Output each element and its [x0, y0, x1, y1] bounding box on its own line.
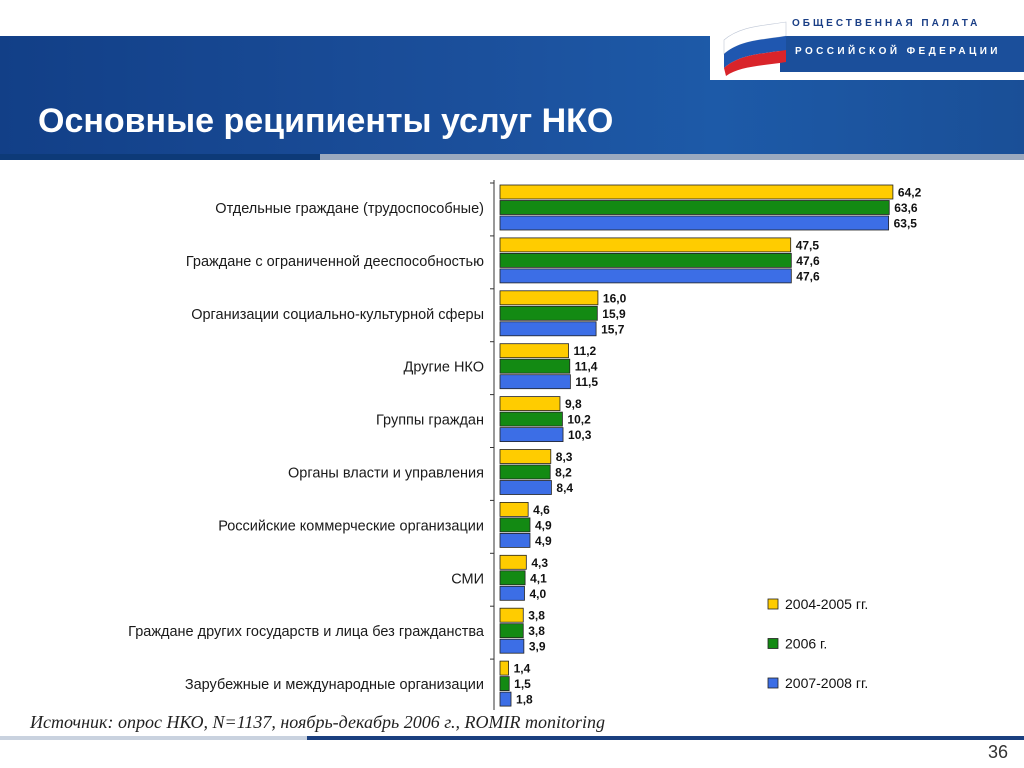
bar: [500, 344, 569, 358]
footer-line: [0, 736, 1024, 740]
category-label: Зарубежные и международные организации: [184, 677, 484, 694]
data-label: 47,6: [796, 269, 820, 284]
bar: [500, 571, 525, 585]
data-label: 15,9: [602, 306, 626, 321]
data-label: 10,3: [568, 428, 592, 443]
data-label: 4,0: [529, 586, 547, 601]
bar: [500, 428, 563, 442]
bar: [500, 306, 597, 320]
bar: [500, 481, 551, 495]
category-label: Органы власти и управления: [288, 465, 484, 482]
data-label: 63,5: [893, 216, 917, 231]
flag-logo-icon: [718, 18, 790, 76]
bar: [500, 661, 509, 675]
legend-swatch: [768, 599, 778, 609]
category-label: Группы граждан: [376, 412, 484, 429]
bar: [500, 397, 560, 411]
legend-label: 2004-2005 гг.: [785, 596, 869, 612]
bar: [500, 502, 528, 516]
category-label: Российские коммерческие организации: [218, 518, 484, 535]
data-label: 3,8: [528, 624, 545, 639]
data-label: 11,5: [575, 375, 599, 390]
data-label: 47,6: [796, 253, 820, 268]
data-label: 3,8: [528, 608, 545, 623]
bar: [500, 586, 524, 600]
data-label: 1,5: [514, 677, 531, 692]
bar: [500, 692, 511, 706]
header: [0, 0, 1024, 160]
data-label: 1,8: [516, 692, 533, 707]
category-label: Граждане с ограниченной дееспособностью: [185, 253, 484, 270]
data-label: 8,2: [555, 465, 572, 480]
page-number: 36: [988, 742, 1009, 762]
category-label: Организации социально-культурной сферы: [191, 306, 484, 323]
data-label: 10,2: [567, 412, 591, 427]
data-label: 63,6: [894, 201, 918, 215]
data-label: 4,6: [533, 502, 550, 517]
bar: [500, 322, 596, 336]
data-label: 4,9: [534, 533, 552, 548]
legend-label: 2006 г.: [785, 635, 828, 652]
data-label: 4,3: [531, 555, 549, 570]
bar: [500, 465, 550, 479]
category-label: Отдельные граждане (трудоспособные): [215, 201, 484, 217]
data-label: 1,4: [513, 661, 531, 676]
source-note: Источник: опрос НКО, N=1137, ноябрь-декабрь 2006 г., ROMIR monitoring: [30, 712, 605, 732]
bar: [500, 677, 509, 691]
org-name-line2: РОССИЙСКОЙ ФЕДЕРАЦИИ: [795, 46, 1001, 57]
data-label: 4,9: [534, 518, 552, 533]
data-label: 47,5: [795, 238, 820, 253]
header-underline: [0, 154, 320, 160]
data-label: 9,8: [564, 397, 582, 412]
bar: [500, 216, 889, 230]
bar: [500, 412, 562, 426]
header-underline-gray: [320, 154, 1024, 160]
legend-label: 2007-2008 гг.: [785, 675, 869, 691]
bar: [500, 639, 524, 653]
data-label: 3,9: [528, 639, 546, 654]
data-label: 4,1: [530, 571, 547, 586]
bar-chart: [0, 175, 1024, 710]
category-label: Другие НКО: [403, 359, 484, 376]
category-label: Граждане других государств и лица без гражданства: [128, 624, 484, 641]
bar: [500, 201, 889, 215]
data-label: 8,4: [556, 481, 574, 495]
bar: [500, 291, 598, 305]
bar: [500, 624, 523, 638]
bar: [500, 269, 791, 283]
bar: [500, 533, 530, 547]
data-label: 15,7: [601, 322, 625, 337]
page-title: Основные реципиенты услуг НКО: [38, 102, 614, 140]
category-label: СМИ: [451, 571, 484, 588]
bar: [500, 253, 791, 267]
data-label: 16,0: [602, 291, 627, 306]
data-label: 11,4: [574, 359, 598, 374]
bar: [500, 185, 893, 199]
org-name-line1: ОБЩЕСТВЕННАЯ ПАЛАТА: [792, 18, 981, 29]
bar: [500, 518, 530, 532]
bar: [500, 359, 570, 373]
data-label: 11,2: [573, 344, 597, 359]
legend-swatch: [768, 678, 778, 688]
bar: [500, 375, 570, 389]
bar: [500, 450, 551, 464]
data-label: 8,3: [555, 450, 573, 464]
bar: [500, 238, 791, 252]
data-label: 64,2: [897, 185, 922, 200]
bar: [500, 608, 523, 622]
legend-swatch: [768, 639, 778, 649]
bar: [500, 555, 526, 569]
